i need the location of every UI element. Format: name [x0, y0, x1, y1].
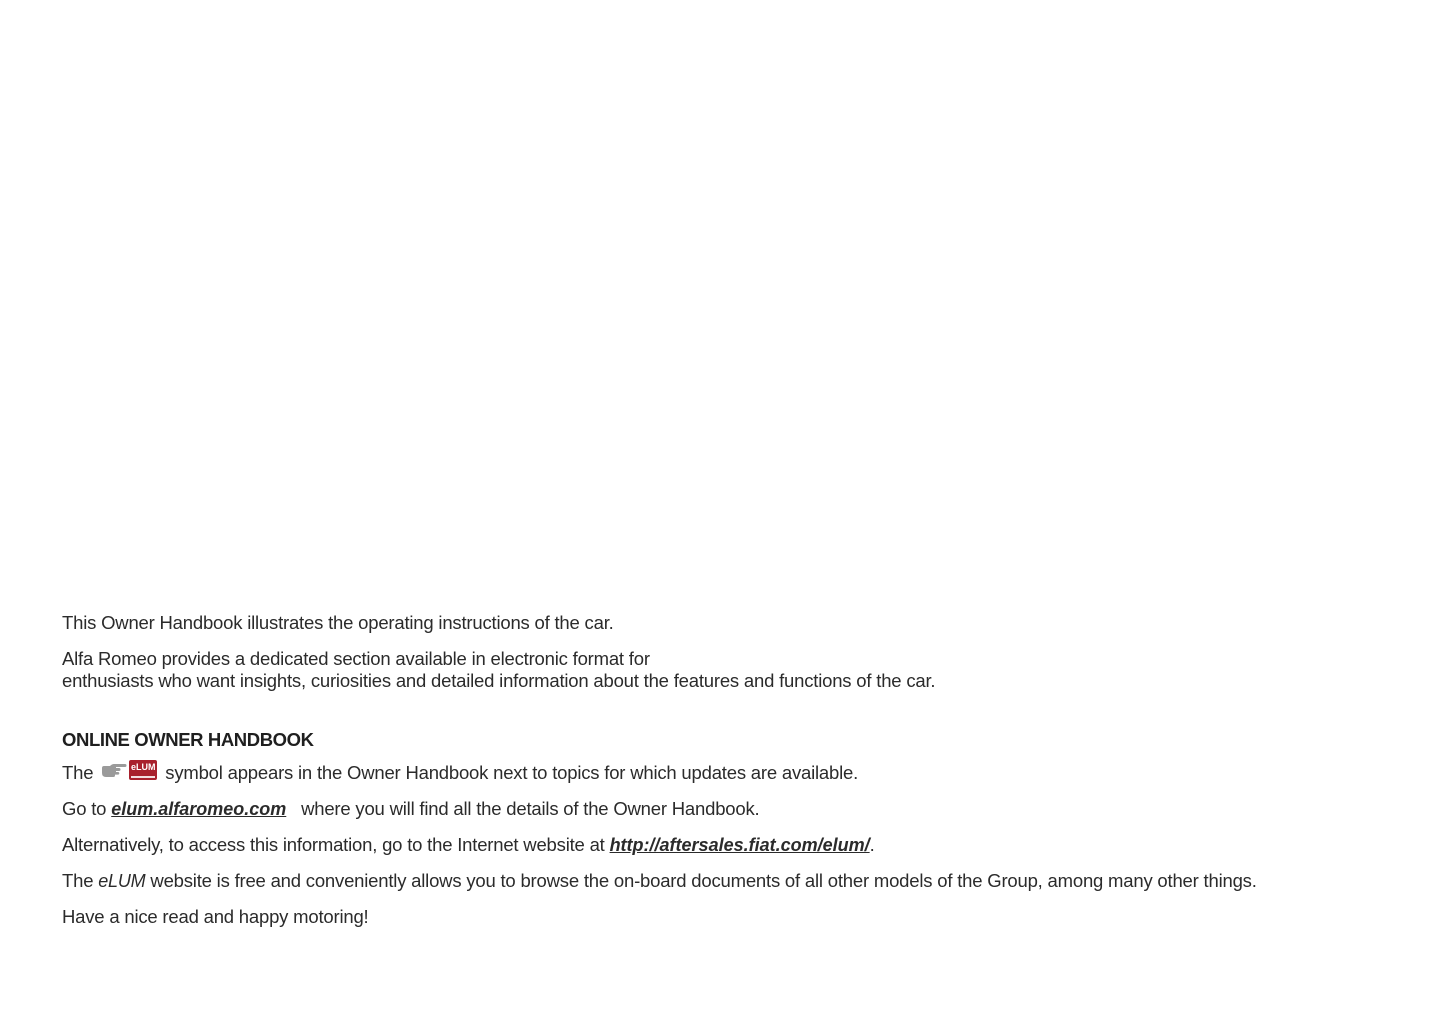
symbol-line: [62, 760, 1392, 784]
goto-line-before: Go to: [62, 798, 107, 819]
elum-emphasis: eLUM: [98, 871, 146, 891]
elum-website-line: [62, 870, 1392, 892]
closing-line: Have a nice read and happy motoring!: [62, 906, 369, 927]
goto-line-after: where you will find all the details of the Owner Handbook.: [301, 798, 760, 819]
goto-line: [62, 798, 1392, 820]
handbook-intro-text: [62, 612, 1392, 928]
elum-alfaromeo-link[interactable]: elum.alfaromeo.com: [111, 799, 287, 819]
elum-badge: eLUM: [129, 760, 157, 780]
elum-symbol: [99, 760, 159, 782]
intro-line-1: This Owner Handbook illustrates the operating instructions of the car.: [62, 612, 614, 633]
alternative-line-after: .: [869, 834, 875, 855]
alternative-line-before: Alternatively, to access this information, go to the Internet website at: [62, 834, 605, 855]
alternative-line: [62, 834, 1392, 856]
aftersales-fiat-link[interactable]: http://aftersales.fiat.com/elum/: [609, 835, 870, 855]
symbol-line-after: symbol appears in the Owner Handbook next to topics for which updates are available.: [165, 762, 859, 783]
pointing-hand-icon: [101, 763, 127, 779]
online-handbook-heading: ONLINE OWNER HANDBOOK: [62, 729, 314, 750]
elum-line-before: The: [62, 870, 94, 891]
intro-line-2b: enthusiasts who want insights, curiosities and detailed information about the features and functions of the car.: [62, 670, 936, 691]
elum-line-after: website is free and conveniently allows you to browse the on-board documents of all other models of the Group, among many other things.: [150, 870, 1257, 891]
symbol-line-before: The: [62, 762, 94, 783]
intro-line-2a: Alfa Romeo provides a dedicated section available in electronic format for: [62, 648, 650, 669]
